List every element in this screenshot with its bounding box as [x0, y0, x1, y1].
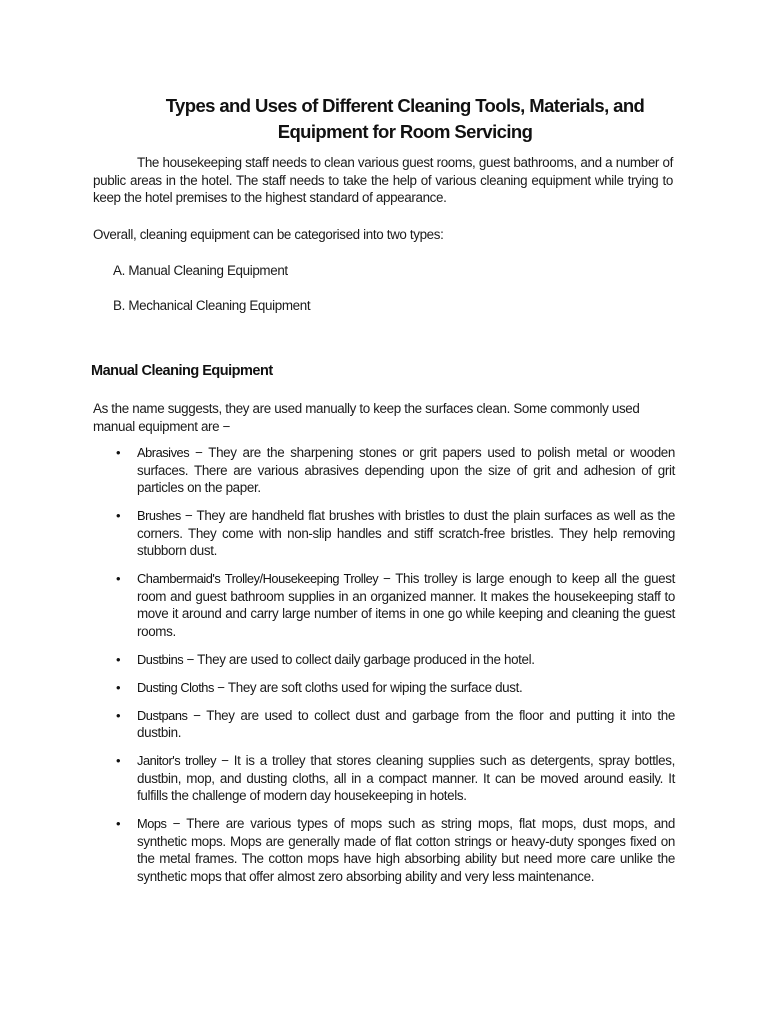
term-label: Dustbins: [137, 651, 184, 667]
list-item-dustpans: [113, 707, 675, 742]
term-description: − They are used to collect daily garbage produced in the hotel.: [183, 651, 535, 667]
term-description: − It is a trolley that stores cleaning supplies such as detergents, spray bottles, dustbin, mop, and dusting cloths, all in a compact manner. It can be moved around easily. It fulfills the challenge of modern day housekeeping in hotels.: [137, 753, 675, 803]
list-item-brushes: [113, 507, 675, 560]
term-label: Mops: [137, 816, 167, 831]
type-a-item: A. Manual Cleaning Equipment: [113, 263, 288, 278]
term-description: − There are various types of mops such as string mops, flat mops, dust mops, and synthetic mops. Mops are generally made of flat cotton strings or heavy-duty sponges fixed on the metal frames. The cotton mops have high absorbing ability but need more care unlike the synthetic mops that offer almost zero absorbing ability and very less maintenance.: [137, 816, 675, 884]
document-title: Types and Uses of Different Cleaning Tools, Materials, and Equipment for Room Servicing: [165, 95, 645, 142]
term-label: Chambermaid's Trolley/Housekeeping Trolley: [137, 571, 379, 586]
list-item-mops: [113, 815, 675, 885]
section-heading: Manual Cleaning Equipment: [91, 363, 273, 379]
term-label: Dustpans: [137, 707, 188, 723]
bullet-icon: •: [116, 816, 121, 831]
term-description: − They are handheld flat brushes with bristles to dust the plain surfaces as well as the corners. They come with non-slip handles and stiff scratch-free bristles. They help removing stubborn dust.: [137, 508, 675, 558]
term-description: − This trolley is large enough to keep all the guest room and guest bathroom supplies in an organized manner. It makes the housekeeping staff to move it around and carry large number of items in one go while keeping and cleaning the guest rooms.: [137, 571, 675, 639]
bullet-icon: •: [116, 707, 121, 723]
term-description: − They are the sharpening stones or grit papers used to polish metal or wooden surfaces. There are various abrasives depending upon the size of grit and adhesion of grit particles on the paper.: [137, 445, 675, 495]
intro-paragraph: The housekeeping staff needs to clean various guest rooms, guest bathrooms, and a number of public areas in the hotel. The staff needs to take the help of various cleaning equipment while trying to keep the hotel premises to the highest standard of appearance.: [93, 155, 673, 205]
list-item-dustbins: [113, 651, 675, 669]
term-label: Janitor's trolley: [137, 753, 217, 768]
overall-paragraph: Overall, cleaning equipment can be categorised into two types:: [93, 227, 444, 242]
bullet-icon: •: [116, 508, 121, 523]
bullet-icon: •: [116, 571, 121, 586]
term-description: − They are soft cloths used for wiping the surface dust.: [213, 679, 523, 695]
type-b-item: B. Mechanical Cleaning Equipment: [113, 298, 311, 313]
term-description: − They are used to collect dust and garbage from the floor and putting it into the dustbin.: [137, 707, 675, 740]
bullet-icon: •: [116, 445, 121, 460]
section-intro-paragraph: As the name suggests, they are used manually to keep the surfaces clean. Some commonly used manual equipment are −: [93, 401, 640, 434]
list-item-dusting-cloths: [113, 679, 675, 697]
term-label: Dusting Cloths: [137, 679, 214, 695]
bullet-icon: •: [116, 679, 121, 695]
list-item-abrasives: [113, 444, 675, 497]
term-label: Abrasives: [137, 445, 190, 460]
bullet-icon: •: [116, 753, 121, 768]
bullet-icon: •: [116, 651, 121, 667]
equipment-list: [113, 444, 675, 896]
list-item-janitors-trolley: [113, 752, 675, 805]
list-item-housekeeping-trolley: [113, 570, 675, 640]
term-label: Brushes: [137, 508, 181, 523]
